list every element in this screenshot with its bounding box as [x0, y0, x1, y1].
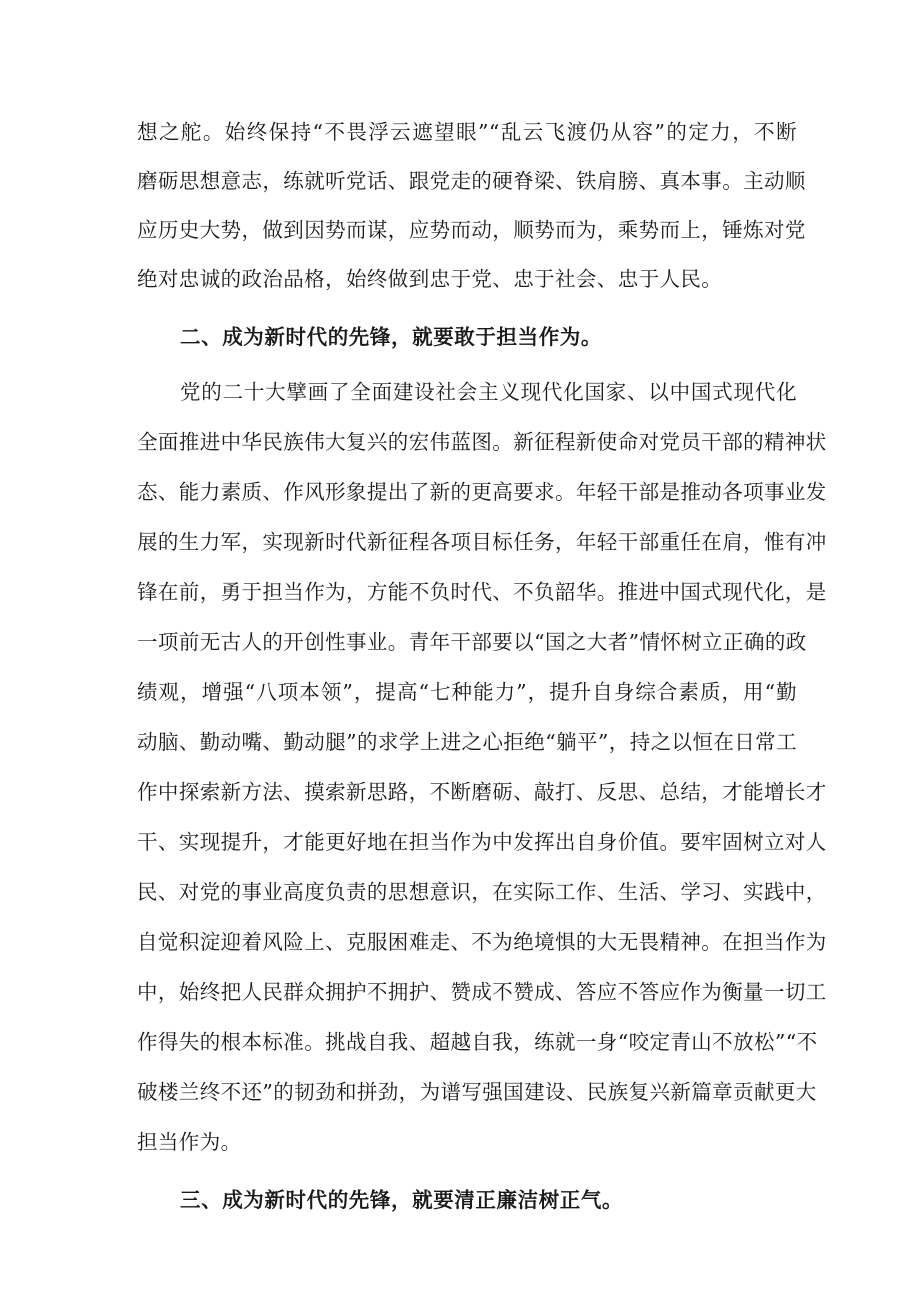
- paragraph-2-line-10: 干、实现提升，才能更好地在担当作为中发挥出自身价值。要牢固树立对人: [137, 830, 827, 854]
- paragraph-2-line-9: 作中探索新方法、摸索新思路，不断磨砺、敲打、反思、总结，才能增长才: [137, 780, 827, 804]
- paragraph-2-line-15: 破楼兰终不还”的韧劲和拼劲，为谱写强国建设、民族复兴新篇章贡献更大: [137, 1080, 817, 1104]
- paragraph-2-line-11: 民、对党的事业高度负责的思想意识，在实际工作、生活、学习、实践中，: [137, 880, 827, 904]
- paragraph-2-line-4: 展的生力军，实现新时代新征程各项目标任务，年轻干部重任在肩，惟有冲: [137, 530, 827, 554]
- paragraph-1-line-3: 应历史大势，做到因势而谋，应势而动，顺势而为，乘势而上，锤炼对党: [137, 218, 806, 242]
- paragraph-2-line-3: 态、能力素质、作风形象提出了新的更高要求。年轻干部是推动各项事业发: [137, 480, 827, 504]
- paragraph-2-line-8: 动脑、勤动嘴、勤动腿”的求学上进之心拒绝“躺平”，持之以恒在日常工: [137, 730, 797, 754]
- paragraph-2-line-1: 党的二十大擘画了全面建设社会主义现代化国家、以中国式现代化: [180, 380, 797, 404]
- paragraph-1-line-4: 绝对忠诚的政治品格，始终做到忠于党、忠于社会、忠于人民。: [137, 267, 723, 291]
- paragraph-2-line-13: 中，始终把人民群众拥护不拥护、赞成不赞成、答应不答应作为衡量一切工: [137, 980, 827, 1004]
- paragraph-2-line-12: 自觉积淀迎着风险上、克服困难走、不为绝境惧的大无畏精神。在担当作为: [137, 930, 827, 954]
- paragraph-2-line-14: 作得失的根本标准。挑战自我、超越自我，练就一身“咬定青山不放松”“不: [137, 1030, 818, 1054]
- paragraph-2-line-6: 一项前无古人的开创性事业。青年干部要以“国之大者”情怀树立正确的政: [137, 630, 807, 654]
- section-heading-3: 三、成为新时代的先锋，就要清正廉洁树正气。: [180, 1188, 624, 1212]
- paragraph-2-line-16: 担当作为。: [137, 1130, 242, 1154]
- paragraph-2-line-7: 绩观，增强“八项本领”，提高“七种能力”，提升自身综合素质，用“勤: [137, 680, 797, 704]
- paragraph-2-line-5: 锋在前，勇于担当作为，方能不负时代、不负韶华。推进中国式现代化，是: [137, 580, 827, 604]
- paragraph-2-line-2: 全面推进中华民族伟大复兴的宏伟蓝图。新征程新使命对党员干部的精神状: [137, 430, 827, 454]
- paragraph-1-line-1: 想之舵。始终保持“不畏浮云遮望眼”“乱云飞渡仍从容”的定力，不断: [137, 120, 797, 144]
- paragraph-1-line-2: 磨砺思想意志，练就听党话、跟党走的硬脊梁、铁肩膀、真本事。主动顺: [137, 169, 806, 193]
- section-heading-2: 二、成为新时代的先锋，就要敢于担当作为。: [180, 325, 602, 349]
